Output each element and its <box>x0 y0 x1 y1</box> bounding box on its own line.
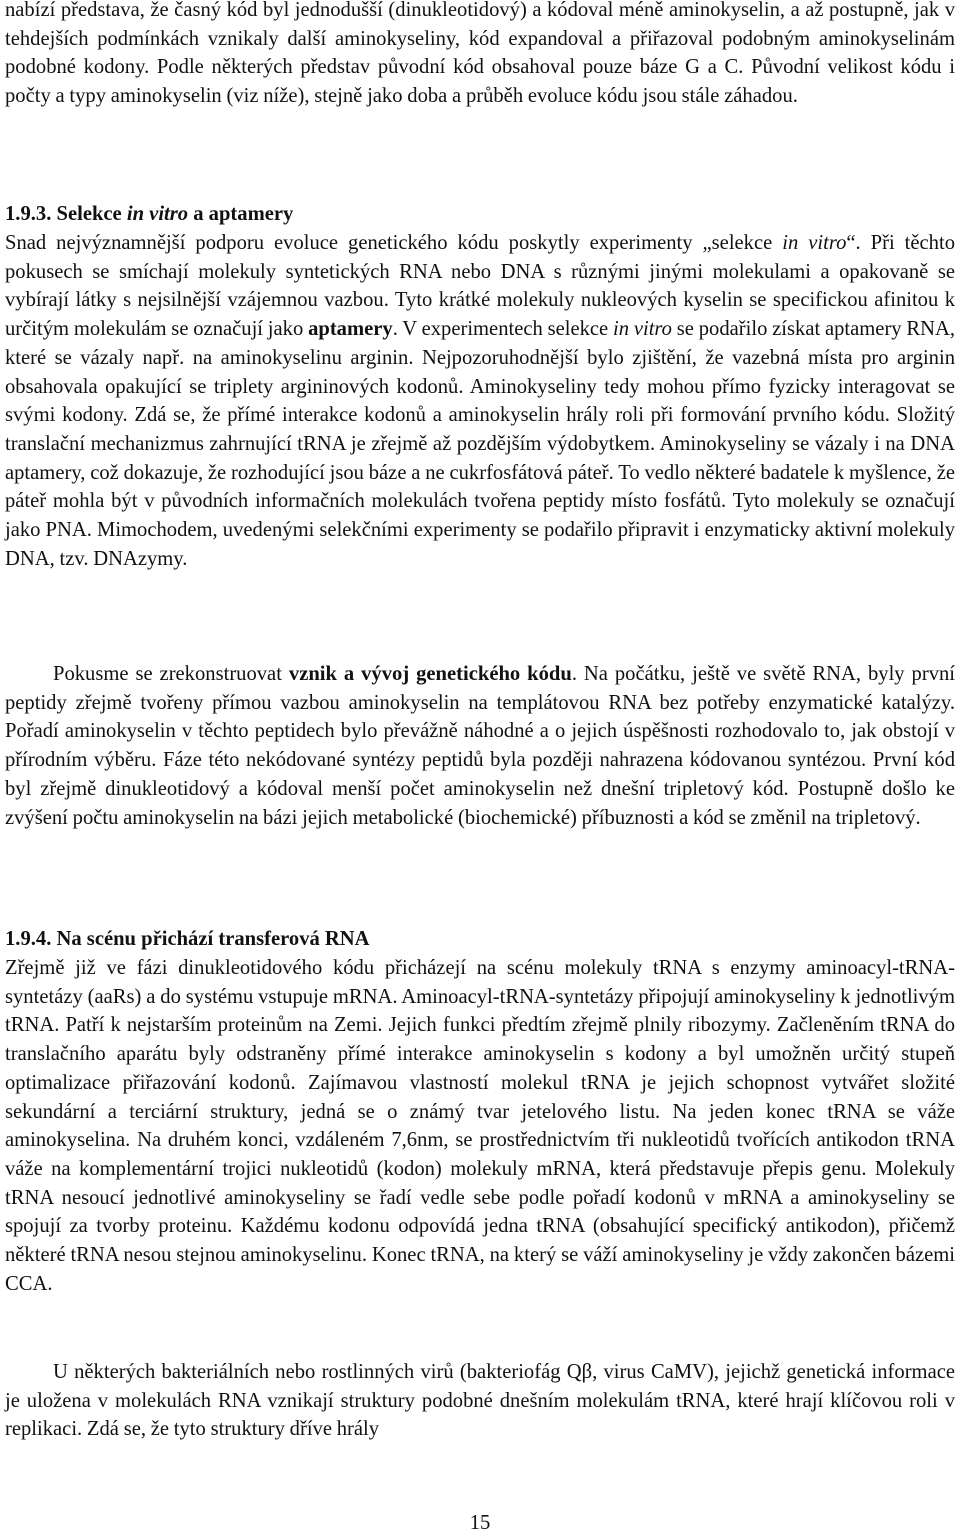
section-title-part: a aptamery <box>193 203 294 225</box>
section-heading-1-9-3 <box>5 200 955 229</box>
paragraph-rekonstrukce <box>5 660 955 832</box>
text-run: se podařilo získat aptamery RNA, které se vázaly např. na aminokyselinu arginin. Nejpozoruhodnější bylo zjištění, že vazebná místa pro arginin obsahovala opakující se triplety argininových kodonů. Aminokyseliny tedy mohou přímo fyzicky interagovat se svými kodony. Zdá se, že přímé interakce kodonů a aminokyselin hrály roli při formování prvního kódu. Složitý translační mechanizmus zahrnující tRNA je zřejmě až pozdějším výdobytkem. Aminokyseliny se vázaly i na DNA aptamery, což dokazuje, že rozhodující jsou báze a ne cukrfosfátová páteř. To vedlo některé badatele k myšlence, že páteř mohla být v původních informačních molekulách tvořena peptidy místo fosfátů. Tyto molekuly se označují jako PNA. Mimochodem, uvedenými selekčními experimenty se podařilo připravit i enzymaticky aktivní molekuly DNA, tzv. DNAzymy. <box>5 318 956 570</box>
section-title-italic: in vitro <box>126 203 189 225</box>
section-heading-1-9-4: 1.9.4. Na scénu přichází transferová RNA <box>5 928 370 950</box>
bold-term-aptamery: aptamery <box>308 318 393 341</box>
paragraph-intro-text: nabízí představa, že časný kód byl jednodušší (dinukleotidový) a kódoval méně aminokyselin, a až postupně, jak v tehdejších podmínkách vznikaly další aminokyseliny, kód expandoval a přiřazoval podobným aminokyselinám podobné kodony. Podle některých představ původní kód obsahoval pouze báze G a C. Původní velikost kódu i počty a typy aminokyselin (viz níže), stejně jako doba a průběh evoluce kódu jsou stále záhadou. <box>5 0 955 108</box>
paragraph-viry <box>5 1358 955 1444</box>
text-run: . V experimentech selekce <box>392 318 609 341</box>
text-run: “. Při těchto pokusech se smíchají molekuly syntetických RNA nebo DNA s různými jinými molekulami a opakovaně se vybírají látky s nejsilnější vzájemnou vazbou. Tyto krátké molekuly nukleových kyselin se specifickou afinitou k určitým molekulám se označují jako <box>5 232 955 341</box>
text-run: Zřejmě již ve fázi dinukleotidového kódu přicházejí na scénu molekuly tRNA s enzymy aminoacyl-tRNA-syntetázy (aaRs) a do systému vstupuje mRNA. Aminoacyl-tRNA-syntetázy připojují aminokyseliny k jednotlivým tRNA. Patří k nejstarším proteinům na Zemi. Jejich funkci předtím zřejmě plnily ribozymy. Začleněním tRNA do translačního aparátu byly odstraněny přímé interakce aminokyselin s kodony a byl umožněn určitý stupeň optimalizace přiřazování kodonů. Zajímavou vlastností molekul tRNA je jejich schopnost vytvářet složité sekundární a terciární struktury, jedná se o známý tvar jetelového listu. Na jeden konec tRNA se váže aminokyselina. Na druhém konci, vzdáleném 7,6nm, se prostřednictvím tři nukleotidů tvořících antikodon tRNA váže na komplementární trojici nukleotidů (kodon) molekuly mRNA, která představuje přepis genu. Molekuly tRNA nesoucí jednotlivé aminokyseliny se řadí vedle sebe podle pořadí kodonů v mRNA a aminokyseliny se spojují za tvorby proteinu. Každému kodonu odpovídá jedna tRNA (obsahující specifický antikodon), přičemž některé tRNA nesou stejnou aminokyselinu. Konec tRNA, na který se váží aminokyseliny je vždy zakončen bázemi CCA. <box>5 957 955 1295</box>
italic-run: in vitro <box>782 232 847 254</box>
text-run: Snad nejvýznamnější podporu evoluce genetického kódu poskytly experimenty „selekce <box>5 232 773 254</box>
italic-run: in vitro <box>613 318 672 341</box>
paragraph-selekce <box>5 229 955 573</box>
page-number: 15 <box>469 1512 491 1534</box>
paragraph-intro <box>5 0 955 111</box>
section-number: 1.9.3. <box>5 203 52 225</box>
paragraph-trna <box>5 954 955 1298</box>
text-run: . Na počátku, ještě ve světě RNA, byly první peptidy zřejmě tvořeny přímou vazbou aminokyselin na templátovou RNA bez potřeby enzymatické katalýzy. Pořadí aminokyselin v těchto peptidech bylo převážně náhodné a o jejich úspěšnosti rozhodovalo to, jak obstojí v přírodním výběru. Fáze této nekódované syntézy peptidů byla později nahrazena kódovanou syntézou. První kód byl zřejmě dinukleotidový a kódoval menší počet aminokyselin než dnešní tripletový kód. Postupně došlo ke zvýšení počtu aminokyselin na bázi jejich metabolické (biochemické) příbuznosti a kód se změnil na tripletový. <box>5 663 956 829</box>
bold-phrase: vznik a vývoj genetického kódu <box>288 663 572 685</box>
text-run: Pokusme se zrekonstruovat <box>53 663 282 685</box>
text-run: U některých bakteriálních nebo rostlinných virů (bakteriofág Qβ, virus CaMV), jejichž genetická informace je uložena v molekulách RNA vznikají struktury podobné dnešním molekulám tRNA, které hrají klíčovou roli v replikaci. Zdá se, že tyto struktury dříve hrály <box>5 1361 955 1441</box>
section-title-part: Selekce <box>56 203 122 225</box>
